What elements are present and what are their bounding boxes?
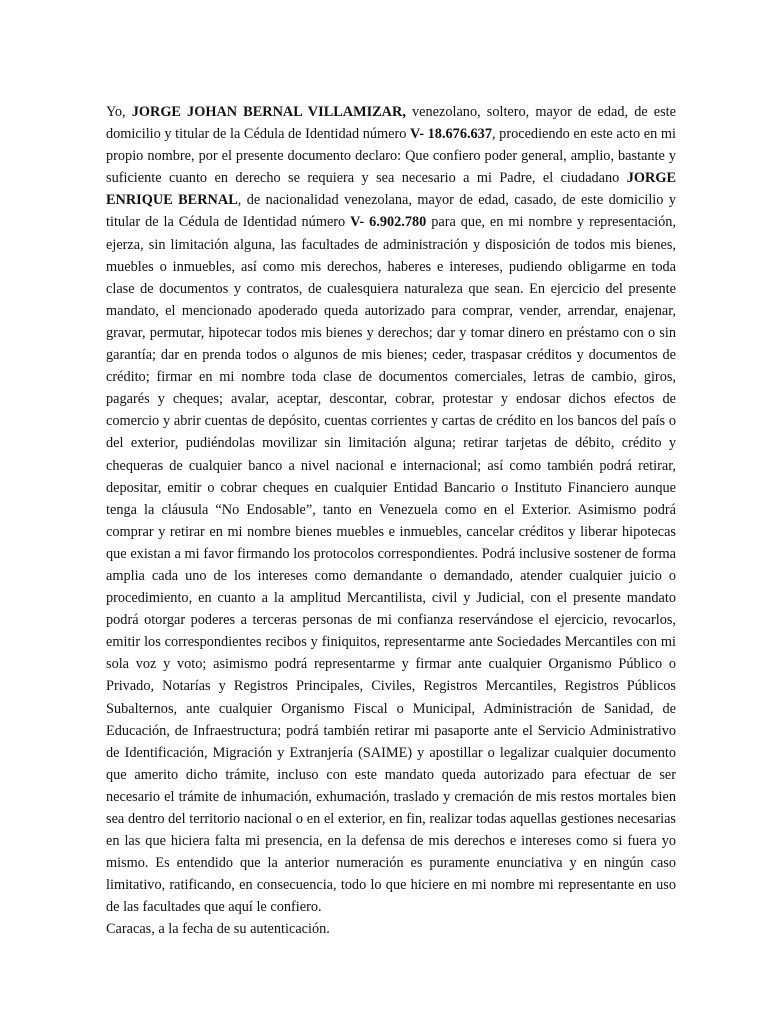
- document-body: [106, 101, 676, 941]
- declaration-text: , procediendo en este acto en mi propio nombre, por el presente documento declaro: Que confiero poder general, amplio, bastante y suficiente cuanto en derecho se requiera y sea necesario a mi Padre, el ciudadano: [106, 126, 676, 187]
- intro-text: Yo,: [106, 104, 132, 120]
- power-of-attorney-paragraph: [106, 101, 676, 918]
- grantor-name: JORGE JOHAN BERNAL VILLAMIZAR,: [131, 104, 406, 120]
- attorney-name: JORGE ENRIQUE BERNAL: [106, 170, 676, 209]
- attorney-description-text: , de nacionalidad venezolana, mayor de edad, casado, de este domicilio y titular de la Cédula de Identidad número: [106, 192, 676, 231]
- grantor-id-number: V- 18.676.637: [410, 126, 492, 143]
- closing-line: Caracas, a la fecha de su autenticación.: [106, 921, 330, 938]
- attorney-id-number: V- 6.902.780: [350, 214, 427, 231]
- grantor-description-text: venezolano, soltero, mayor de edad, de este domicilio y titular de la Cédula de Identidad número: [106, 104, 676, 143]
- powers-granted-text: para que, en mi nombre y representación, ejerza, sin limitación alguna, las facultades de administración y disposición de todos mis bienes, muebles o inmuebles, así como mis derechos, haberes e intereses, pudiendo obligarme en toda clase de documentos y contratos, de cualesquiera naturaleza que sean. En ejercicio del presente mandato, el mencionado apoderado queda autorizado para comprar, vender, arrendar, enajenar, gravar, permutar, hipotecar todos mis bienes y derechos; dar y tomar dinero en préstamo con o sin garantía; dar en prenda todos o algunos de mis bienes; ceder, traspasar créditos y documentos de crédito; firmar en mi nombre toda clase de documentos comerciales, letras de cambio, giros, pagarés y cheques; avalar, aceptar, descontar, cobrar, protestar y endosar dichos efectos de comercio y abrir cuentas de depósito, cuentas corrientes y cartas de crédito en los bancos del país o del exterior, pudiéndolas movilizar sin limitación alguna; retirar tarjetas de débito, crédito y chequeras de cualquier banco a nivel nacional e internacional; así como también podrá retirar, depositar, emitir o cobrar cheques en cualquier Entidad Bancario o Instituto Financiero aunque tenga la cláusula “No Endosable”, tanto en Venezuela como en el Exterior. Asimismo podrá comprar y retirar en mi nombre bienes muebles e inmuebles, cancelar créditos y liberar hipotecas que existan a mi favor firmando los protocolos correspondientes. Podrá inclusive sostener de forma amplia cada uno de los intereses como demandante o demandado, atender cualquier juicio o procedimiento, en cuanto a la amplitud Mercantilista, civil y Judicial, con el presente mandato podrá otorgar poderes a terceras personas de mi confianza reservándose el ejercicio, revocarlos, emitir los correspondientes recibos y finiquitos, representarme ante Sociedades Mercantiles con mi sola voz y voto; asimismo podrá representarme y firmar ante cualquier Organismo Público o Privado, Notarías y Registros Principales, Civiles, Registros Mercantiles, Registros Públicos Subalternos, ante cualquier Organismo Fiscal o Municipal, Administración de Sanidad, de Educación, de Infraestructura; podrá también retirar mi pasaporte ante el Servicio Administrativo de Identificación, Migración y Extranjería (SAIME) y apostillar o legalizar cualquier documento que amerito dicho trámite, incluso con este mandato queda autorizado para efectuar de ser necesario el trámite de inhumación, exhumación, traslado y cremación de mis restos mortales bien sea dentro del territorio nacional o en el exterior, en fin, realizar todas aquellas gestiones necesarias en las que hiciera falta mi presencia, en la defensa de mis derechos e intereses como si fuera yo mismo. Es entendido que la anterior numeración es puramente enunciativa y en ningún caso limitativo, ratificando, en consecuencia, todo lo que hiciere en mi nombre mi representante en uso de las facultades que aquí le confiero.: [106, 214, 676, 916]
